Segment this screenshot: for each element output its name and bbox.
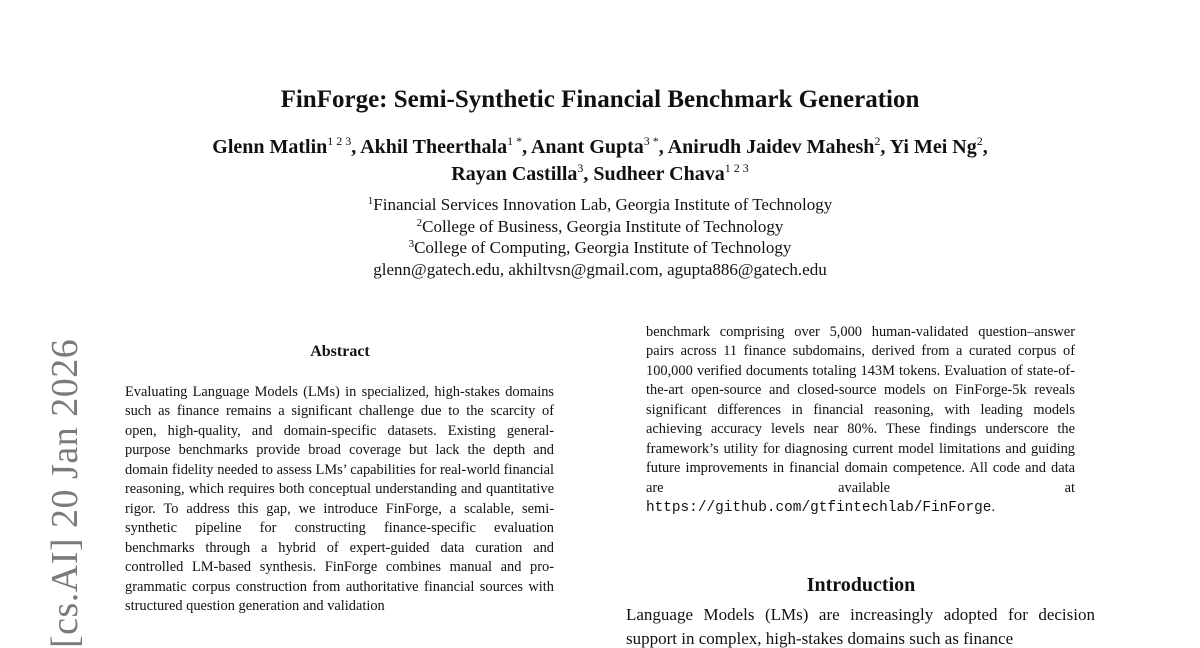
affiliation-block <box>0 194 1200 280</box>
author-affil-marker: 2 <box>874 134 881 148</box>
author-affil-marker: 1 2 3 <box>327 134 352 148</box>
affiliation: $^3$College of Computing, Georgia Institute of Technology <box>408 238 792 257</box>
author: Yi Mei Ng$^2$, <box>889 134 988 158</box>
affiliation: $^2$College of Business, Georgia Institute of Technology <box>416 216 784 236</box>
arxiv-side-stamp: [cs.AI] 20 Jan 2026 <box>44 338 86 648</box>
abstract-heading: Abstract <box>310 343 370 360</box>
author: Rayan Castilla$^3$, <box>451 161 594 185</box>
author: Glenn Matlin$^{1 2 3}$, <box>212 134 361 158</box>
author-affil-marker: 2 <box>976 134 983 148</box>
introduction-text: Language Models (LMs) are increasingly adopted for decision support in complex, high-stakes domains such as finance <box>626 605 1095 648</box>
author: Sudheer Chava$^{1 2 3}$ <box>593 161 749 185</box>
author: Anant Gupta$^{3 *}$, <box>530 134 668 158</box>
author: Akhil Theerthala$^{1 *}$, <box>360 134 531 158</box>
author-emails: glenn@gatech.edu, akhiltvsn@gmail.com, agupta886@gatech.edu <box>373 259 827 279</box>
author-affil-marker: 1 2 3 <box>724 161 749 175</box>
author-list <box>0 134 1200 188</box>
author: Anirudh Jaidev Mahesh$^2$, <box>667 134 890 158</box>
abstract-text-left: Evaluating Language Models (LMs) in specialized, high-stakes domains such as finance remains a significant challenge due to the scarcity of open, high-quality, and domain-specific datasets. Existing general-purpose benchmarks provide broad coverage but lack the depth and domain fidelity needed to assess LMs’ capabilities for real-world financial reasoning, which requires both conceptual understanding and quantitative rigor. To address this gap, we introduce FinForge, a scalable, semi-synthetic pipeline for constructing finance-specific evaluation benchmarks through a hybrid of expert-guided data curation and controlled LM-based synthesis. FinForge combines manual and programmatic corpus construction from authoritative financial sources with structured question generation and validation <box>125 384 554 614</box>
introduction-heading: Introduction <box>806 574 916 596</box>
author-affil-marker: 3 * <box>643 134 659 148</box>
author-affil-marker: 3 <box>577 161 584 175</box>
paper-title: FinForge: Semi-Synthetic Financial Benchmark Generation <box>280 86 920 113</box>
abstract-text-right: benchmark comprising over 5,000 human-validated question–answer pairs across 11 finance subdomains, derived from a curated corpus of 100,000 verified documents totaling 143M tokens. Evaluation of state-of-the-art open-source and closed-source models on FinForge-5k reveals significant differences in financial reasoning, with leading models achieving accuracy levels near 80%. These findings underscore the framework’s utility for diagnosing current model limitations and guiding future improvements in financial domain competence. All code and data are available at https://github.com/gtfintechlab/FinForge. <box>646 324 1075 517</box>
author-affil-marker: 1 * <box>507 134 523 148</box>
affiliation: $^1$Financial Services Innovation Lab, Georgia Institute of Technology <box>367 195 833 214</box>
code-repository-link[interactable]: https://github.com/gtfintechlab/FinForge <box>646 500 992 517</box>
